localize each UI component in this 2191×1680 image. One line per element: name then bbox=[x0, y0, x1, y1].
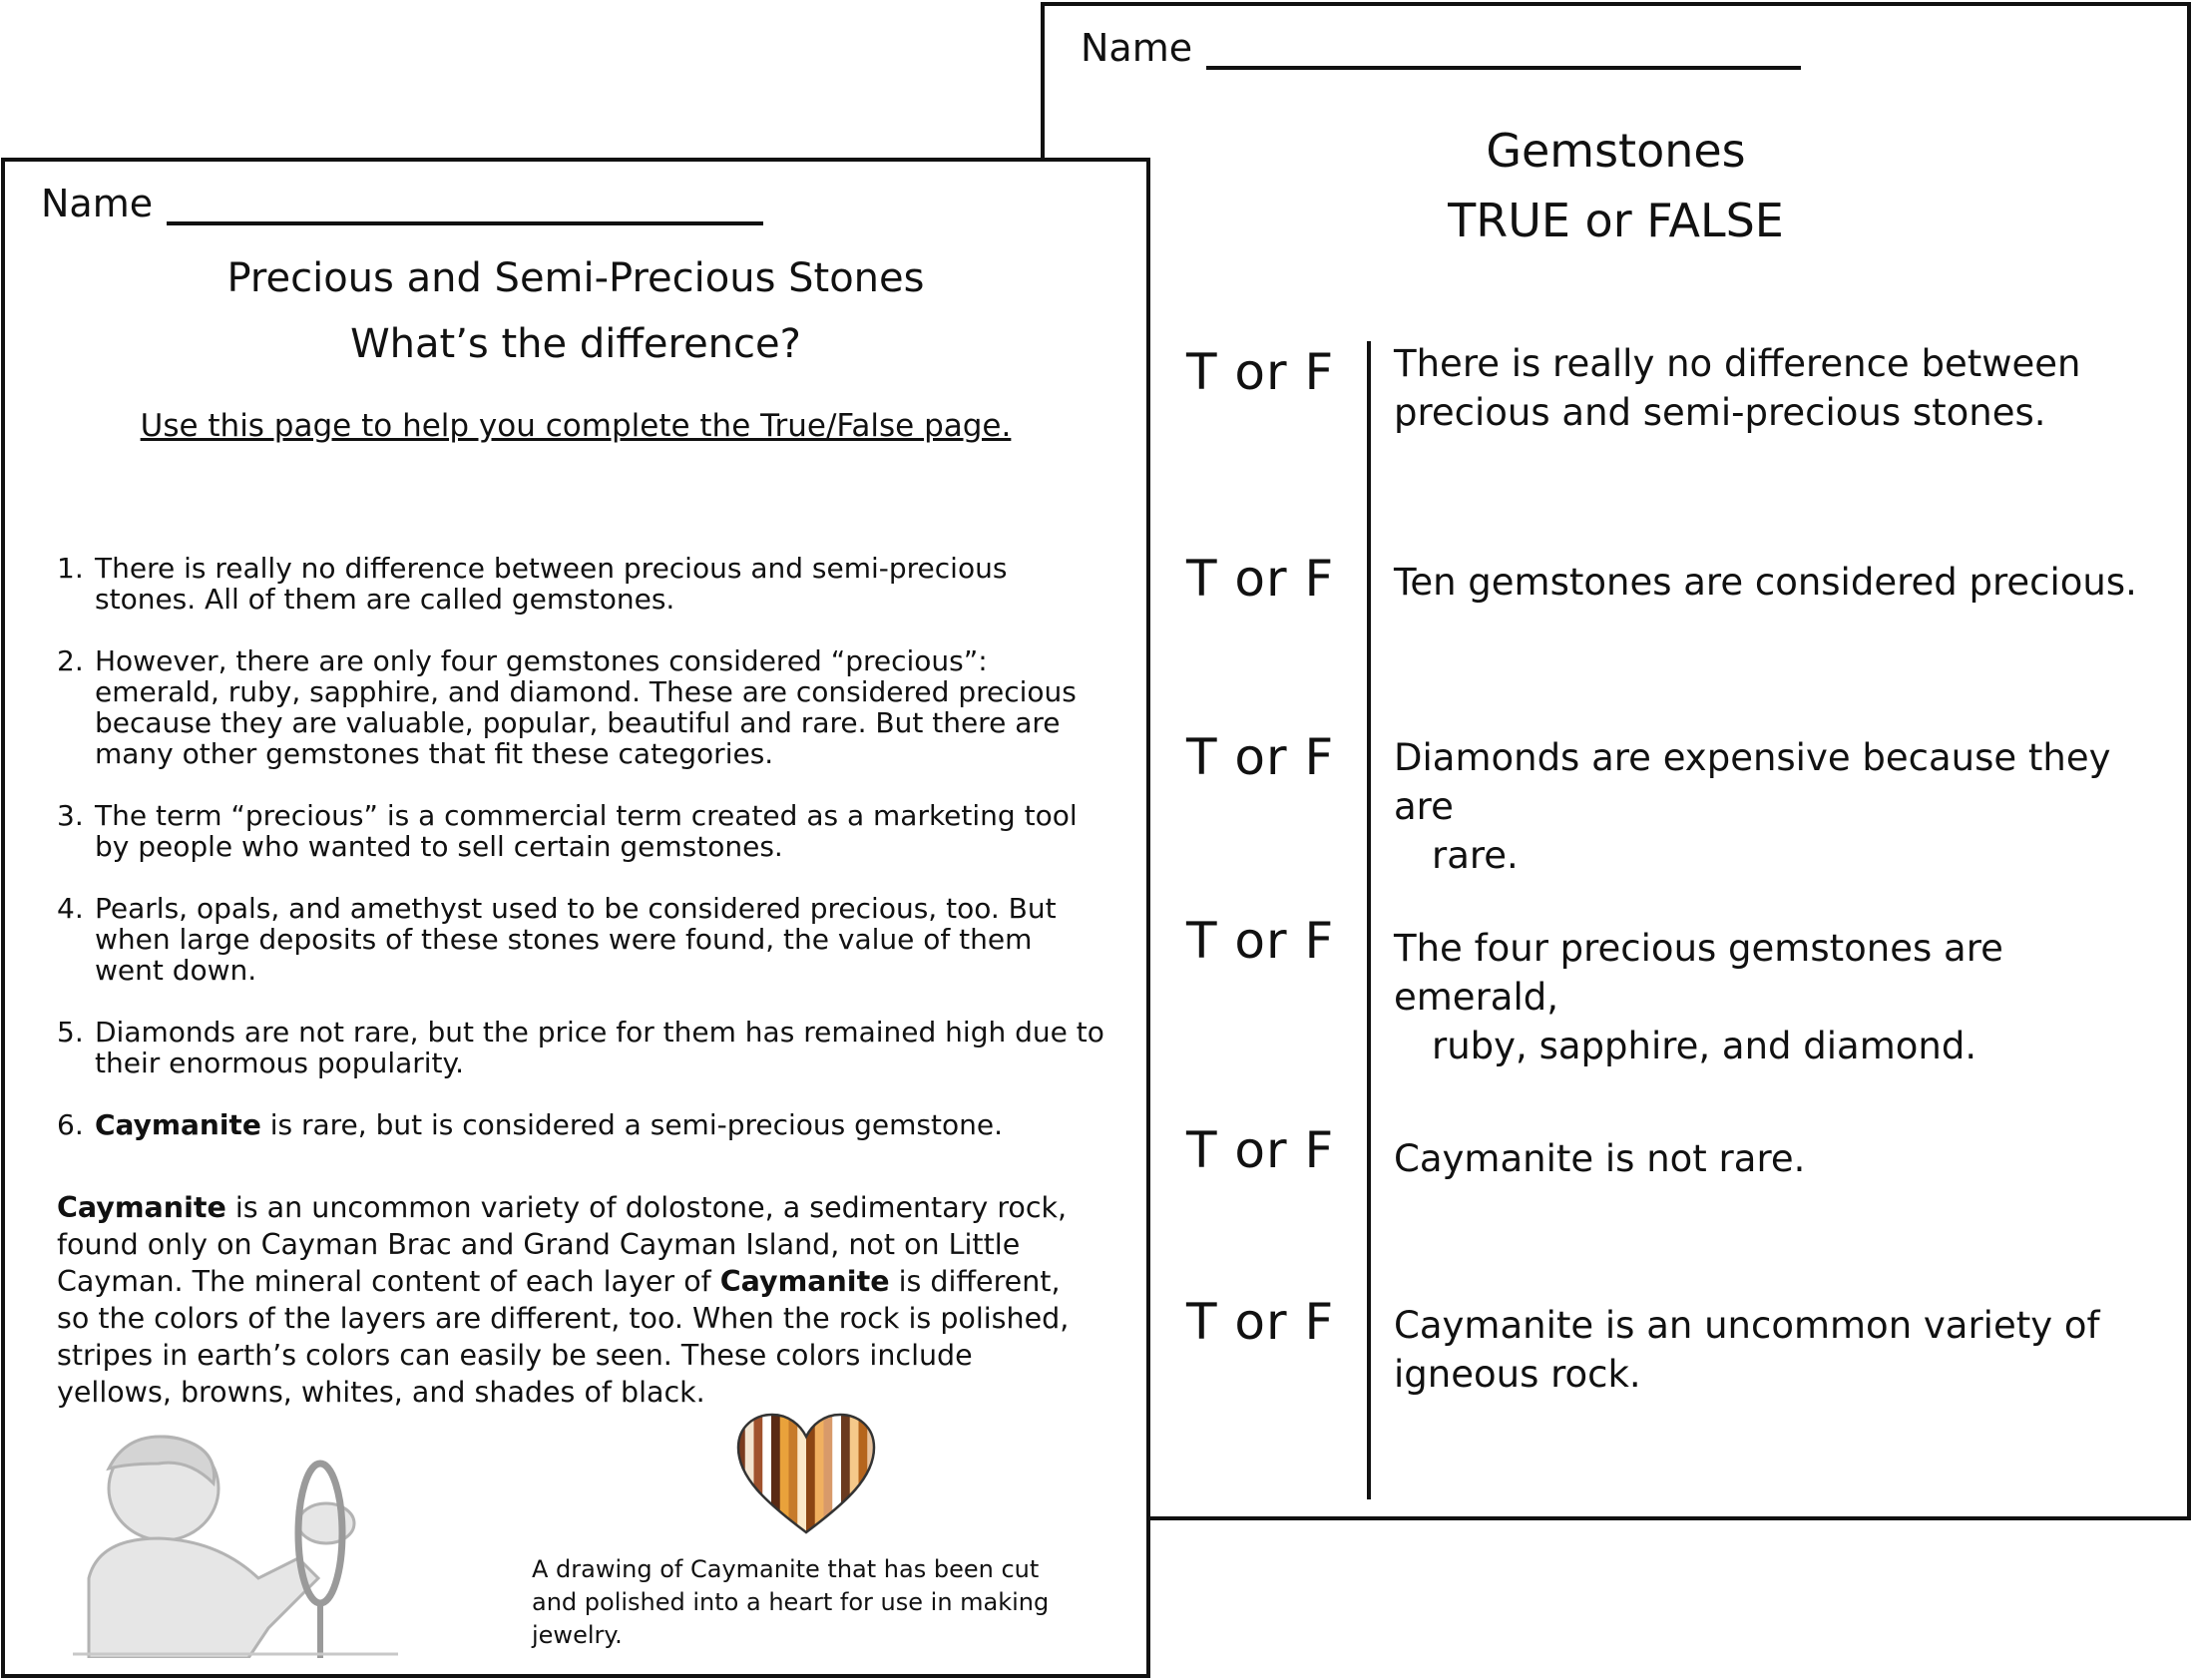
column-divider bbox=[1367, 341, 1371, 1499]
instruction-text: Use this page to help you complete the True/False page. bbox=[140, 408, 1012, 444]
heart-stripe bbox=[832, 1413, 841, 1537]
name-blank-line bbox=[167, 192, 763, 225]
heart-stripe bbox=[867, 1413, 876, 1537]
list-item: 1. There is really no difference between precious and semi-precious stones. All of them are called gemstones. bbox=[57, 552, 1008, 616]
list-item: 2. However, there are only four gemstones considered “precious”: emerald, ruby, sapphire, and diamond. These are considered precious because they are valuable, popular, beautiful and rare. But there are many other gemstones that fit these categories. bbox=[57, 644, 1077, 770]
name-blank-line bbox=[1206, 36, 1801, 70]
heart-stripe bbox=[806, 1413, 815, 1537]
facts-list bbox=[57, 553, 1104, 1171]
list-item: 4. Pearls, opals, and amethyst used to be considered precious, too. But when large deposits of these stones were found, the value of them went down. bbox=[57, 892, 1057, 987]
caymanite-paragraph: Caymanite is an uncommon variety of dolostone, a sedimentary rock, found only on Cayman Brac and Grand Cayman Island, not on Little Cayman. The mineral content of each layer of Caymanite is different, so the colors of the layers are different, too. When the rock is polished, stripes in earth’s colors can easily be seen. These colors include yellows, browns, whites, and shades of black. bbox=[57, 1191, 1070, 1409]
name-field bbox=[1081, 26, 1801, 70]
list-item: 5. Diamonds are not rare, but the price for them has remained high due to their enormous popularity. bbox=[57, 1016, 1104, 1079]
tf-statement-2: Ten gemstones are considered precious. bbox=[1394, 561, 2137, 604]
heart-stripe bbox=[841, 1413, 850, 1537]
heart-stripe bbox=[754, 1413, 763, 1537]
boy-with-magnifier-illustration bbox=[69, 1429, 418, 1658]
list-item: 6. Caymanite is rare, but is considered a semi-precious gemstone. bbox=[57, 1108, 1003, 1141]
tf-mark-6[interactable]: T or F bbox=[1186, 1293, 1335, 1351]
name-field bbox=[41, 182, 763, 225]
tf-statement-3: Diamonds are expensive because they are rare. bbox=[1394, 736, 2111, 877]
heart-caption: A drawing of Caymanite that has been cut and polished into a heart for use in making jewelry. bbox=[532, 1555, 1050, 1649]
name-label: Name bbox=[41, 182, 154, 225]
tf-statement-1: There is really no difference between precious and semi-precious stones. bbox=[1394, 342, 2081, 434]
heart-stripe bbox=[850, 1413, 859, 1537]
tf-statement-4: The four precious gemstones are emerald, ruby, sapphire, and diamond. bbox=[1394, 927, 2003, 1067]
tf-mark-1[interactable]: T or F bbox=[1186, 343, 1335, 401]
tf-mark-2[interactable]: T or F bbox=[1186, 550, 1335, 608]
heart-stripe bbox=[771, 1413, 780, 1537]
caymanite-heart-illustration bbox=[736, 1413, 876, 1537]
true-false-worksheet bbox=[1041, 2, 2191, 1520]
tf-mark-4[interactable]: T or F bbox=[1186, 912, 1335, 970]
tf-mark-3[interactable]: T or F bbox=[1186, 728, 1335, 786]
tf-mark-5[interactable]: T or F bbox=[1186, 1121, 1335, 1179]
heart-stripe bbox=[762, 1413, 771, 1537]
tf-statement-5: Caymanite is not rare. bbox=[1394, 1137, 1806, 1180]
name-label: Name bbox=[1081, 26, 1193, 70]
list-item: 3. The term “precious” is a commercial term created as a marketing tool by people who wanted to sell certain gemstones. bbox=[57, 799, 1078, 863]
tf-statement-6: Caymanite is an uncommon variety of igneous rock. bbox=[1394, 1304, 2100, 1396]
worksheet-title: Precious and Semi-Precious Stones bbox=[226, 255, 925, 301]
worksheet-title: Gemstones bbox=[1486, 124, 1746, 178]
worksheet-subtitle: TRUE or FALSE bbox=[1448, 194, 1784, 247]
reading-worksheet bbox=[1, 158, 1150, 1678]
worksheet-subtitle: What’s the difference? bbox=[350, 321, 801, 367]
